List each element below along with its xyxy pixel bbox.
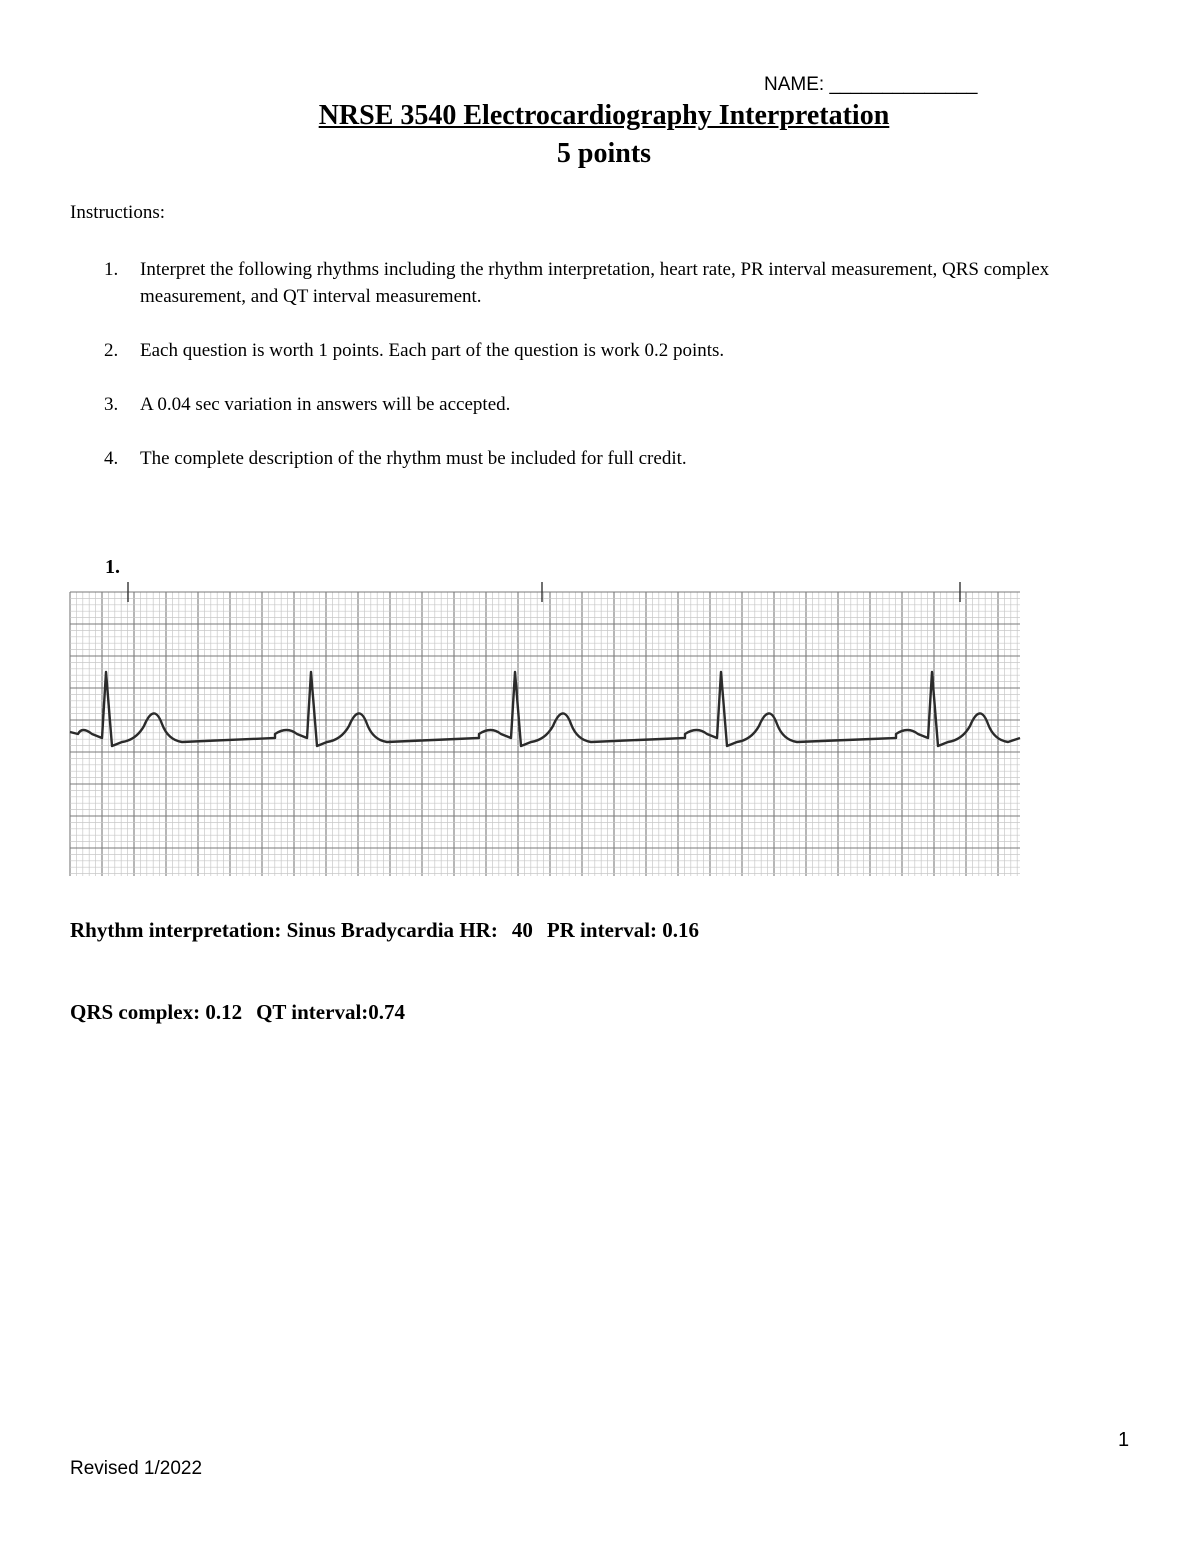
instruction-item: [70, 391, 1145, 418]
qrs-label: QRS complex:: [70, 1000, 201, 1024]
qt-value: 0.74: [368, 1000, 406, 1024]
answer-line-measurements: [70, 1000, 405, 1025]
ecg-rhythm-strip: [68, 578, 1022, 890]
revision-date: Revised 1/2022: [70, 1458, 203, 1479]
instruction-text: Interpret the following rhythms including the rhythm interpretation, heart rate, PR interval measurement, QRS complex measurement, and QT interval measurement.: [140, 259, 1050, 307]
points-subtitle: 5 points: [556, 138, 652, 169]
instructions-list: [70, 256, 1145, 499]
pr-value: 0.16: [662, 918, 700, 942]
rhythm-label: Rhythm interpretation:: [70, 918, 282, 942]
pr-label: PR interval:: [546, 918, 658, 942]
question-number: 1.: [105, 556, 120, 578]
instruction-number: 4.: [104, 448, 119, 469]
qt-label: QT interval:: [256, 1000, 369, 1024]
instructions-heading: Instructions:: [70, 202, 165, 223]
rhythm-value: Sinus Bradycardia: [286, 918, 455, 942]
instruction-text: Each question is worth 1 points. Each part of the question is work 0.2 points.: [140, 340, 725, 361]
name-field-label: NAME: ______________: [764, 74, 978, 95]
instruction-number: 3.: [104, 394, 119, 415]
document-title: NRSE 3540 Electrocardiography Interpretation: [318, 100, 890, 131]
instruction-item: [70, 337, 1145, 364]
qrs-value: 0.12: [205, 1000, 243, 1024]
instruction-number: 1.: [104, 259, 119, 280]
instruction-item: [70, 256, 1145, 310]
hr-label: HR:: [459, 918, 498, 942]
answer-line-rhythm: [70, 918, 699, 943]
instruction-item: [70, 445, 1145, 472]
ecg-strip-image: [68, 578, 1022, 890]
instruction-text: The complete description of the rhythm must be included for full credit.: [140, 448, 687, 469]
page-number: 1: [1118, 1429, 1130, 1451]
hr-value: 40: [511, 918, 533, 942]
instruction-text: A 0.04 sec variation in answers will be accepted.: [140, 394, 511, 415]
instruction-number: 2.: [104, 340, 119, 361]
